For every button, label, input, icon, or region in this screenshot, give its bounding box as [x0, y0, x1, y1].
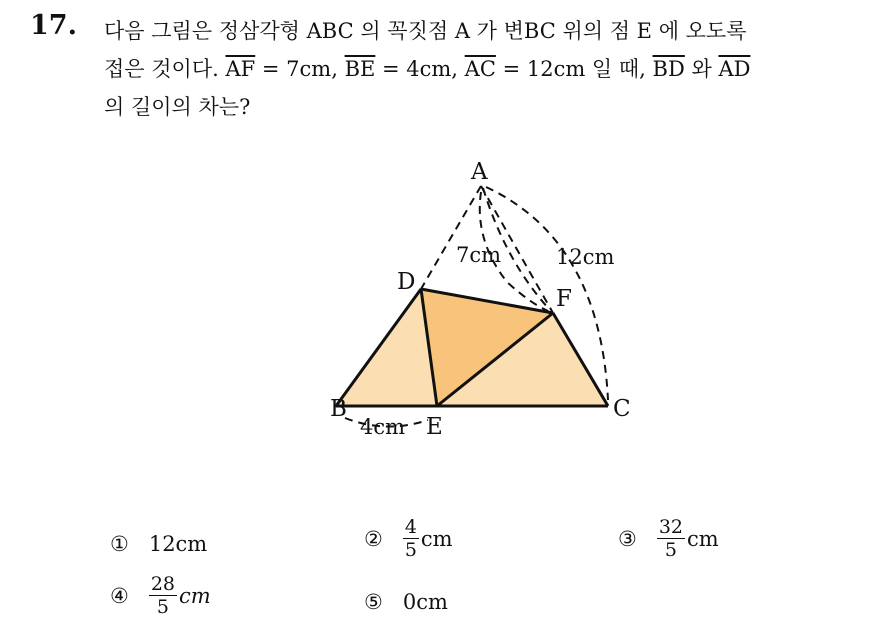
choice-2-numerator: 4: [404, 516, 417, 538]
label-c: C: [613, 396, 631, 422]
question-text-run: = 12cm 일 때,: [495, 57, 653, 81]
choice-5-value: 0cm: [402, 590, 448, 614]
choice-4-numerator: 28: [150, 573, 176, 595]
label-b: B: [330, 396, 347, 422]
choice-1-value: 12cm: [148, 532, 208, 556]
choice-5[interactable]: [364, 590, 448, 614]
question-text-run: 접은 것이다.: [104, 57, 226, 81]
choice-4-fraction: [149, 573, 177, 618]
label-d: D: [397, 269, 416, 295]
choice-3-unit: cm: [687, 526, 719, 551]
label-e: E: [426, 414, 443, 440]
choice-3-numerator: 32: [658, 516, 684, 538]
question-text-run: = 7cm,: [255, 57, 345, 81]
choice-2-number: ②: [364, 526, 383, 551]
dim-ac-label: 12cm: [556, 245, 615, 269]
choice-3-fraction: [657, 516, 685, 561]
choice-2-fraction: [403, 516, 419, 561]
choice-4-number: ④: [110, 583, 129, 608]
choice-1[interactable]: [110, 532, 207, 556]
choice-3-number: ③: [618, 526, 637, 551]
label-a: A: [471, 159, 488, 185]
question-text-run: 와: [684, 57, 719, 81]
label-f: F: [556, 286, 572, 312]
choice-1-number: ①: [110, 532, 129, 556]
dim-be-label: 4cm: [360, 415, 406, 439]
question-number: 17.: [30, 10, 77, 41]
segment-name: $\overline{BD}$: [652, 57, 685, 81]
dashed-ad: [421, 186, 481, 289]
dim-af-label: 7cm: [456, 243, 502, 267]
segment-name: $\overline{AD}$: [718, 57, 751, 81]
question-text-run: 의 길이의 차는?: [104, 95, 251, 119]
segment-name: $\overline{AC}$: [464, 57, 496, 81]
choice-4[interactable]: [110, 573, 211, 618]
region-bde: [336, 289, 437, 406]
choice-2[interactable]: [364, 516, 453, 561]
choice-3[interactable]: [618, 516, 719, 561]
segment-name: $\overline{AF}$: [225, 57, 256, 81]
choice-4-denominator: 5: [156, 596, 169, 618]
segment-name: $\overline{BE}$: [344, 57, 376, 81]
question-text-run: = 4cm,: [375, 57, 465, 81]
choice-2-denominator: 5: [404, 539, 417, 561]
choice-3-denominator: 5: [664, 539, 677, 561]
question-text-run: 다음 그림은 정삼각형 ABC 의 꼭짓점 A 가 변BC 위의 점 E 에 오도록: [104, 19, 747, 43]
choice-5-number: ⑤: [364, 590, 383, 614]
choice-4-unit: cm: [179, 583, 211, 608]
choice-2-unit: cm: [420, 526, 453, 551]
